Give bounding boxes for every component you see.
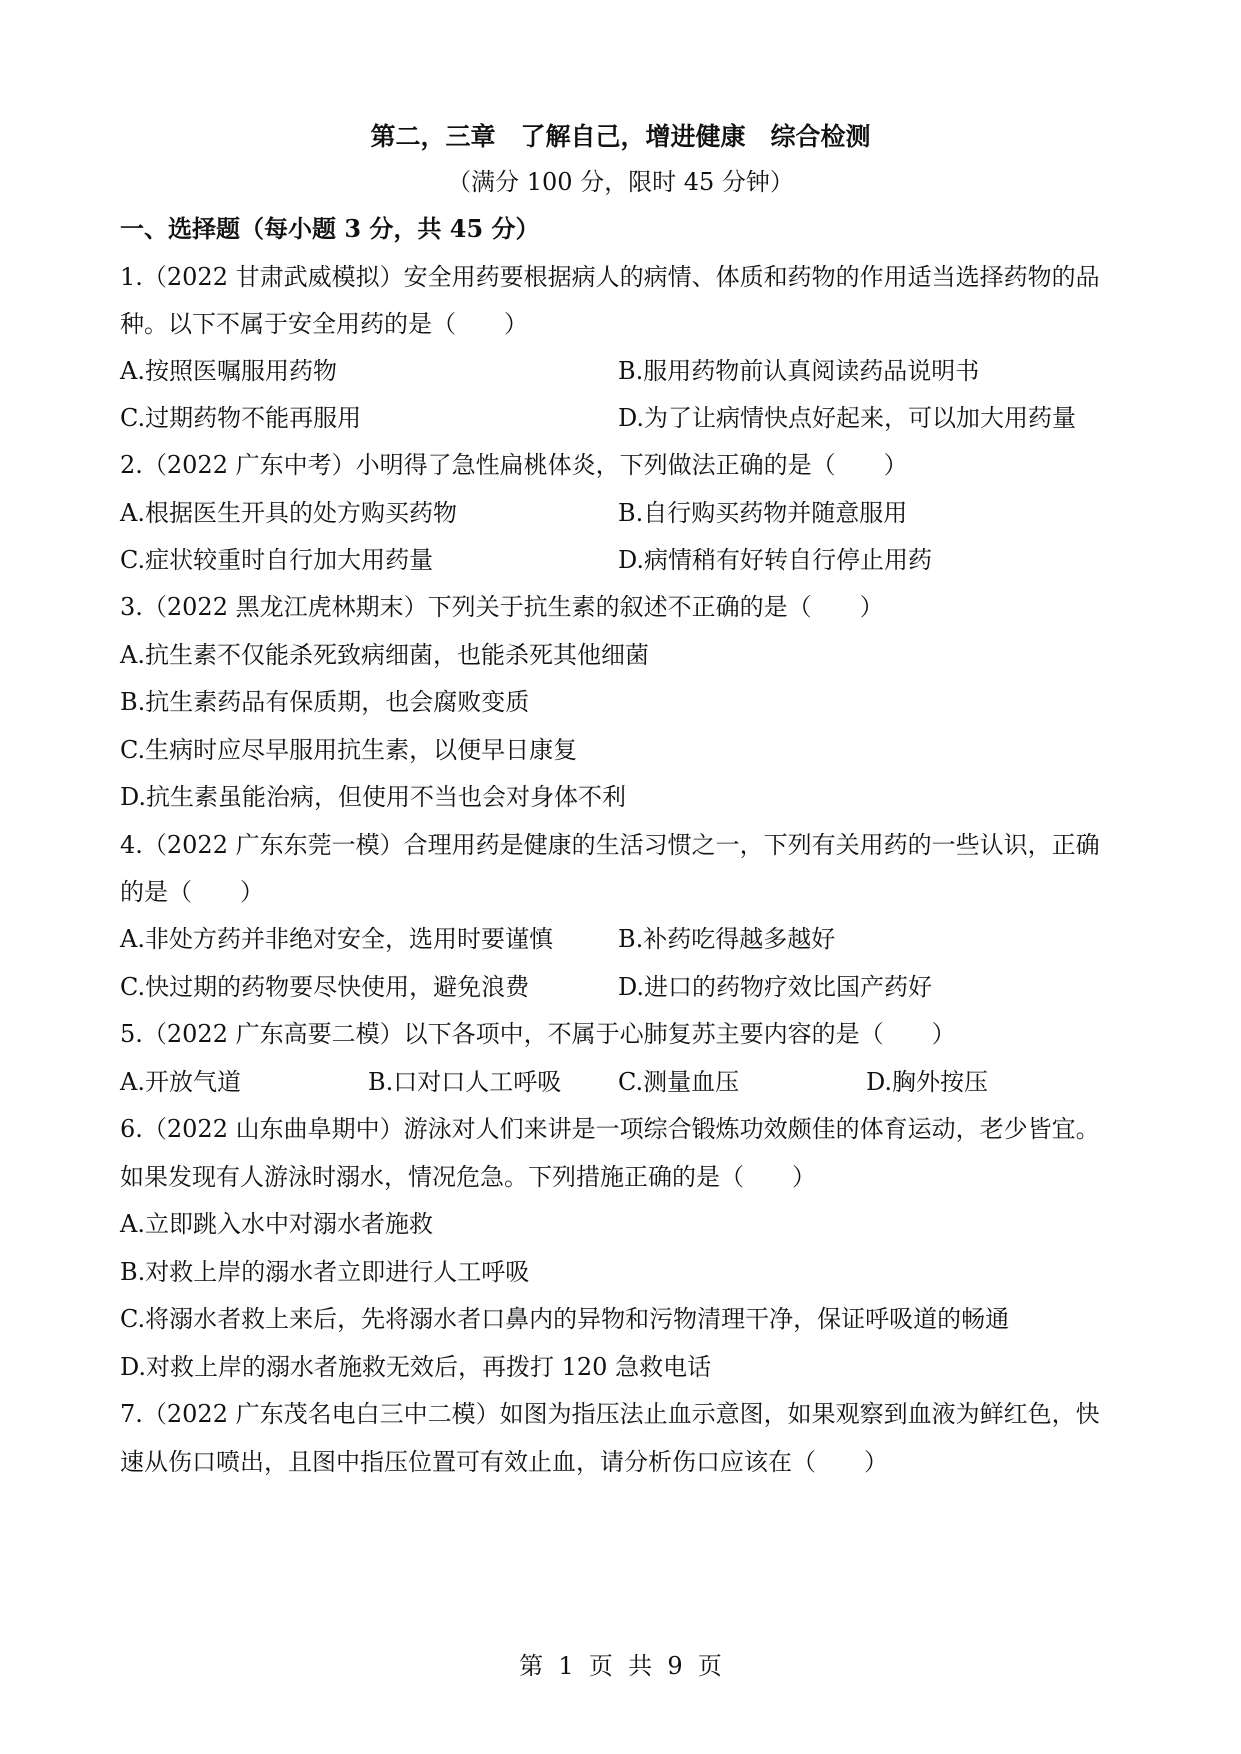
question-6-option-c: C.将溺水者救上来后，先将溺水者口鼻内的异物和污物清理干净，保证呼吸道的畅通 bbox=[120, 1305, 1010, 1333]
question-7-stem-line-2: 速从伤口喷出，且图中指压位置可有效止血，请分析伤口应该在（ ） bbox=[120, 1448, 888, 1476]
question-1-option-d: D.为了让病情快点好起来，可以加大用药量 bbox=[618, 404, 1077, 432]
question-6-option-d: D.对救上岸的溺水者施救无效后，再拨打 120 急救电话 bbox=[120, 1353, 712, 1381]
question-3-option-a: A.抗生素不仅能杀死致病细菌，也能杀死其他细菌 bbox=[120, 641, 649, 669]
section-heading: 一、选择题（每小题 3 分，共 45 分） bbox=[120, 214, 540, 243]
question-6-option-b: B.对救上岸的溺水者立即进行人工呼吸 bbox=[120, 1258, 530, 1286]
question-3-option-d: D.抗生素虽能治病，但使用不当也会对身体不利 bbox=[120, 783, 627, 811]
question-4-stem-line-2: 的是（ ） bbox=[120, 878, 264, 906]
question-5-option-b: B.口对口人工呼吸 bbox=[368, 1068, 562, 1096]
question-5-option-d: D.胸外按压 bbox=[866, 1068, 989, 1096]
page-subtitle: （满分 100 分，限时 45 分钟） bbox=[447, 168, 794, 196]
question-4-option-b: B.补药吃得越多越好 bbox=[618, 925, 836, 953]
question-4-option-c: C.快过期的药物要尽快使用，避免浪费 bbox=[120, 973, 530, 1001]
question-1-stem-line-2: 种。以下不属于安全用药的是（ ） bbox=[120, 310, 528, 338]
question-2-option-d: D.病情稍有好转自行停止用药 bbox=[618, 546, 933, 574]
question-5-option-c: C.测量血压 bbox=[618, 1068, 740, 1096]
question-6-stem-line-1: 6.（2022 山东曲阜期中）游泳对人们来讲是一项综合锻炼功效颇佳的体育运动，老少皆宜。 bbox=[120, 1115, 1100, 1143]
question-4-stem-line-1: 4.（2022 广东东莞一模）合理用药是健康的生活习惯之一，下列有关用药的一些认识，正确 bbox=[120, 831, 1100, 859]
page-footer: 第 1 页 共 9 页 bbox=[519, 1652, 722, 1680]
question-5-option-a: A.开放气道 bbox=[120, 1068, 241, 1096]
question-1-option-c: C.过期药物不能再服用 bbox=[120, 404, 362, 432]
question-4-option-d: D.进口的药物疗效比国产药好 bbox=[618, 973, 933, 1001]
question-2-option-c: C.症状较重时自行加大用药量 bbox=[120, 546, 434, 574]
question-3-option-c: C.生病时应尽早服用抗生素，以便早日康复 bbox=[120, 736, 578, 764]
question-2-option-a: A.根据医生开具的处方购买药物 bbox=[120, 499, 457, 527]
question-7-stem-line-1: 7.（2022 广东茂名电白三中二模）如图为指压法止血示意图，如果观察到血液为鲜红色，快 bbox=[120, 1400, 1100, 1428]
page-title: 第二，三章 了解自己，增进健康 综合检测 bbox=[370, 122, 871, 151]
question-5-stem-line-1: 5.（2022 广东高要二模）以下各项中，不属于心肺复苏主要内容的是（ ） bbox=[120, 1020, 956, 1048]
question-6-option-a: A.立即跳入水中对溺水者施救 bbox=[120, 1210, 433, 1238]
question-1-option-b: B.服用药物前认真阅读药品说明书 bbox=[618, 357, 980, 385]
question-2-stem-line-1: 2.（2022 广东中考）小明得了急性扁桃体炎，下列做法正确的是（ ） bbox=[120, 451, 908, 479]
question-3-stem-line-1: 3.（2022 黑龙江虎林期末）下列关于抗生素的叙述不正确的是（ ） bbox=[120, 593, 884, 621]
question-6-stem-line-2: 如果发现有人游泳时溺水，情况危急。下列措施正确的是（ ） bbox=[120, 1163, 816, 1191]
question-3-option-b: B.抗生素药品有保质期，也会腐败变质 bbox=[120, 688, 530, 716]
question-1-option-a: A.按照医嘱服用药物 bbox=[120, 357, 337, 385]
question-1-stem-line-1: 1.（2022 甘肃武威模拟）安全用药要根据病人的病情、体质和药物的作用适当选择药物的品 bbox=[120, 263, 1100, 291]
question-4-option-a: A.非处方药并非绝对安全，选用时要谨慎 bbox=[120, 925, 553, 953]
question-2-option-b: B.自行购买药物并随意服用 bbox=[618, 499, 908, 527]
